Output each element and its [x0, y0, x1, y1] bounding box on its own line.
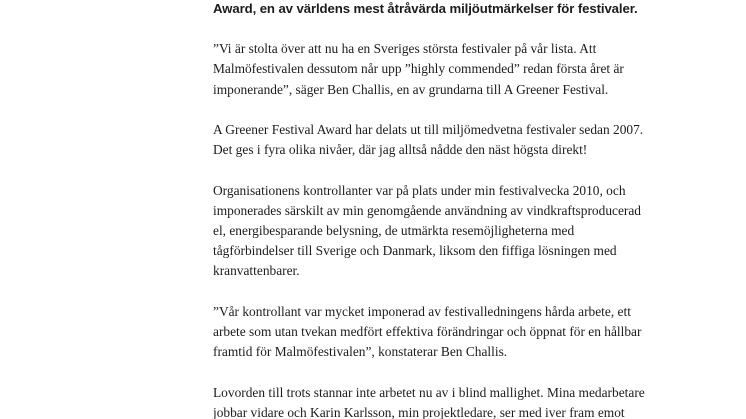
- text-line: Organisationens kontrollanter var på plats under min festivalvecka 2010, och: [213, 182, 626, 198]
- text-line: jobbar vidare och Karin Karlsson, min projektledare, ser med iver fram emot: [213, 404, 625, 419]
- text-line: kranvattenbarer.: [213, 263, 300, 279]
- paragraph-gap: [213, 282, 683, 302]
- lead-line: Award, en av världens mest åtråvärda miljöutmärkelser för festivaler.: [213, 1, 638, 16]
- paragraph-gap: [213, 160, 683, 180]
- text-line: tågförbindelser till Sverige och Danmark, liksom den fiffiga lösningen med: [213, 243, 617, 259]
- text-line: el, energibesparande belysning, de utmärkta resemöjligheterna med: [213, 222, 575, 238]
- text-line: imponerande”, säger Ben Challis, en av grundarna till A Greener Festival.: [213, 81, 609, 97]
- text-line: ”Vi är stolta över att nu ha en Sveriges största festivaler på vår lista. Att: [213, 41, 597, 57]
- paragraph-gap: [213, 362, 683, 382]
- paragraph-quote-inspector: [213, 302, 683, 363]
- text-line: imponerades särskilt av min genomgående användning av vindkraftsproducerad: [213, 202, 641, 218]
- text-line: ”Vår kontrollant var mycket imponerad av festivalledningens hårda arbete, ett: [213, 303, 631, 319]
- paragraph-inspectors: [213, 181, 683, 282]
- paragraph-award-info: [213, 120, 683, 160]
- text-line: arbete som utan tvekan medfört effektiva förändringar och öppnat för en hållbar: [213, 323, 642, 339]
- paragraph-quote-challis: [213, 39, 683, 100]
- text-line: Lovorden till trots stannar inte arbetet nu av i blind mallighet. Mina medarbetare: [213, 384, 645, 400]
- text-line: A Greener Festival Award har delats ut till miljömedvetna festivaler sedan 2007.: [213, 121, 644, 137]
- text-line: Det ges i fyra olika nivåer, där jag alltså nådde den näst högsta direkt!: [213, 142, 588, 158]
- text-line: Malmöfestivalen dessutom når upp ”highly commended” redan första året är: [213, 61, 624, 77]
- paragraph-continued-work: [213, 383, 683, 419]
- text-line: framtid för Malmöfestivalen”, konstaterar Ben Challis.: [213, 344, 508, 360]
- article-body: [213, 0, 683, 419]
- paragraph-gap: [213, 19, 683, 39]
- paragraph-gap: [213, 100, 683, 120]
